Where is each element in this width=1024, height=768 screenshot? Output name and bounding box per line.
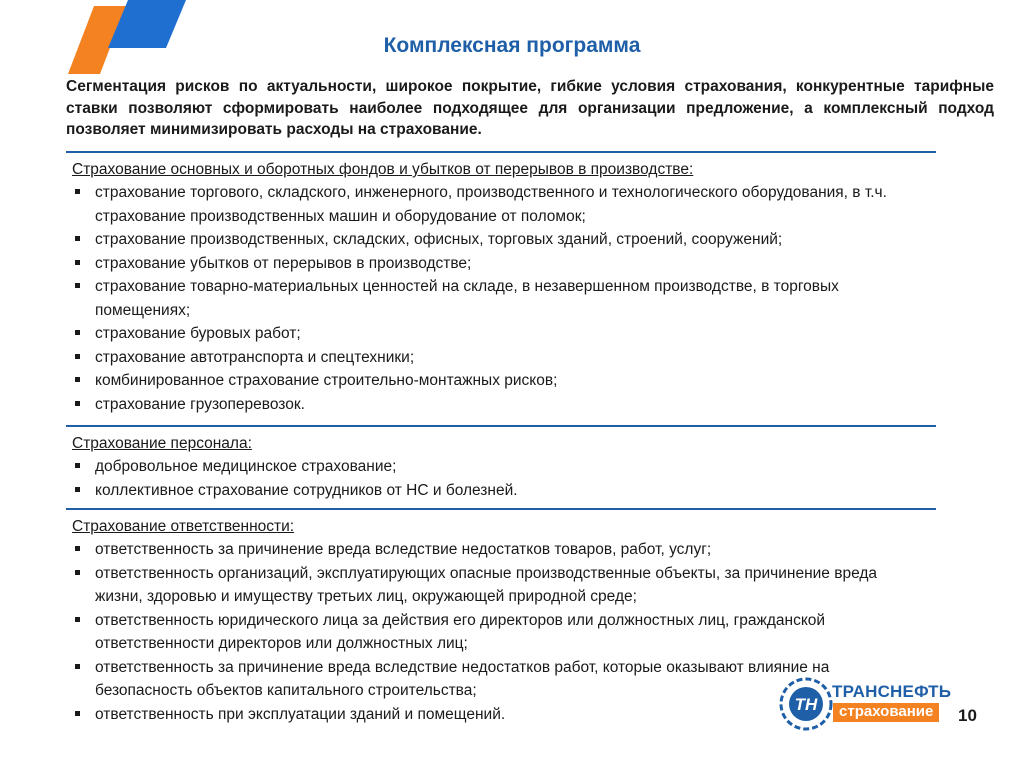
list-item: коллективное страхование сотрудников от НС и болезней. — [66, 479, 915, 503]
page-number: 10 — [958, 706, 977, 725]
list-item: ответственность юридического лица за действия его директоров или должностных лиц, гражданской ответственности директоров или должностных лиц; — [66, 609, 915, 656]
page-title: Комплексная программа — [383, 34, 641, 57]
list-personnel — [66, 455, 936, 502]
section-title-personnel: Страхование персонала: — [72, 435, 252, 452]
section-assets — [66, 151, 936, 416]
list-item: страхование автотранспорта и спецтехники; — [66, 346, 915, 370]
list-item: ответственность за причинение вреда вследствие недостатков работ, которые оказывают влияние на безопасность объектов капитального строительства; — [66, 656, 915, 703]
list-item: добровольное медицинское страхование; — [66, 455, 915, 479]
list-item: ответственность организаций, эксплуатирующих опасные производственные объекты, за причинение вреда жизни, здоровью и имуществу третьих лиц, окружающей природной среде; — [66, 562, 915, 609]
section-title-liability: Страхование ответственности: — [72, 518, 295, 535]
section-personnel — [66, 425, 936, 502]
list-item: страхование убытков от перерывов в производстве; — [66, 252, 915, 276]
list-item: страхование производственных, складских, офисных, торговых зданий, строений, сооружений; — [66, 228, 915, 252]
list-item: ответственность при эксплуатации зданий и помещений. — [66, 703, 915, 727]
intro-paragraph: Сегментация рисков по актуальности, широкое покрытие, гибкие условия страхования, конкурентные тарифные ставки позволяют сформировать наиболее подходящее для организации предложение, а комплексный подход позволяет минимизировать расходы на страхование. — [66, 78, 994, 138]
logo-subtitle: страхование — [833, 703, 939, 722]
logo-mark-text: ТН — [794, 695, 818, 714]
list-item: комбинированное страхование строительно-монтажных рисков; — [66, 369, 915, 393]
list-item: страхование буровых работ; — [66, 322, 915, 346]
list-item: страхование товарно-материальных ценностей на складе, в незавершенном производстве, в торговых помещениях; — [66, 275, 915, 322]
list-item: страхование грузоперевозок. — [66, 393, 915, 417]
list-item: ответственность за причинение вреда вследствие недостатков товаров, работ, услуг; — [66, 538, 915, 562]
list-assets — [66, 181, 936, 416]
logo-name: ТРАНСНЕФТЬ — [832, 682, 952, 701]
list-item: страхование торгового, складского, инженерного, производственного и технологического оборудования, в т.ч. страхование производственных машин и оборудование от поломок; — [66, 181, 915, 228]
section-title-assets: Страхование основных и оборотных фондов и убытков от перерывов в производстве: — [72, 161, 694, 178]
